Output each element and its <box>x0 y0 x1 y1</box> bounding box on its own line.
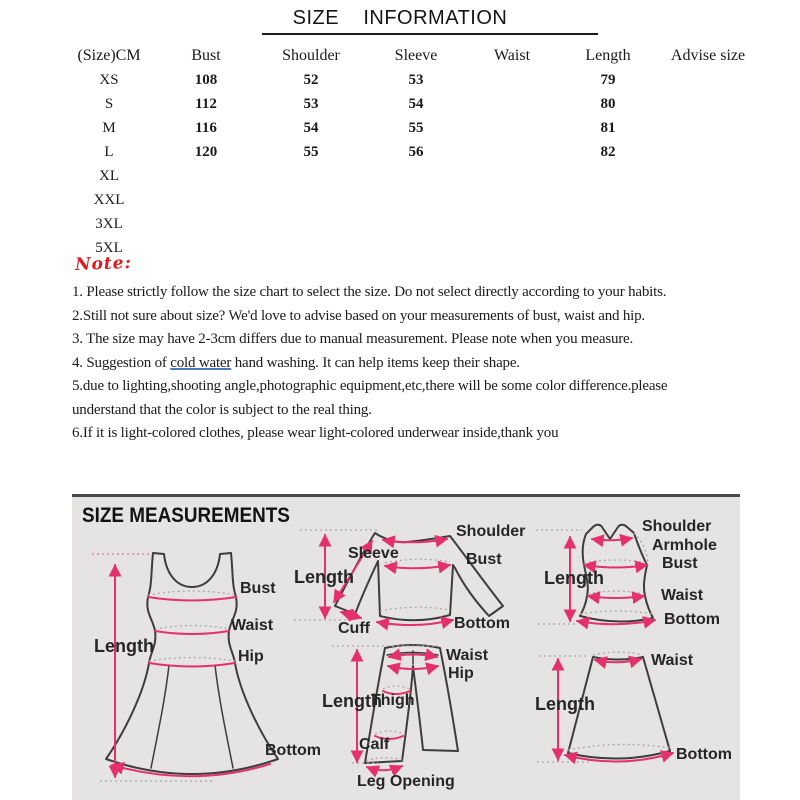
table-cell: L <box>104 144 114 160</box>
table-cell <box>254 164 368 188</box>
table-cell: 54 <box>408 96 424 112</box>
table-cell: 82 <box>600 144 616 160</box>
note-item-4 <box>72 352 764 376</box>
pants-length-label: Length <box>322 691 382 711</box>
vest-bust-label: Bust <box>662 555 698 572</box>
table-cell: 108 <box>194 72 218 88</box>
vest-diagram <box>530 511 740 636</box>
table-cell: 120 <box>194 144 218 160</box>
table-cell: XL <box>99 168 119 184</box>
table-cell <box>464 68 560 92</box>
top-sleeve-label: Sleeve <box>348 545 399 562</box>
skirt-length-label: Length <box>535 694 595 714</box>
table-cell: 3XL <box>95 216 123 232</box>
table-cell <box>560 164 656 188</box>
column-header-bust: Bust <box>191 47 221 64</box>
pants-waist-label: Waist <box>446 647 489 664</box>
table-cell <box>158 188 254 212</box>
table-cell: 5XL <box>95 240 123 256</box>
table-cell <box>656 140 760 164</box>
top-bust-label: Bust <box>466 551 502 568</box>
top-shoulder-label: Shoulder <box>456 523 526 540</box>
notes-list <box>72 281 764 446</box>
measurements-title: SIZE MEASUREMENTS <box>82 504 290 527</box>
dress-hip-label: Hip <box>238 648 264 665</box>
table-cell <box>464 116 560 140</box>
note-4-prefix: 4. Suggestion of <box>72 354 171 371</box>
table-cell <box>464 92 560 116</box>
table-cell <box>656 236 760 260</box>
vest-armhole-label: Armhole <box>652 537 717 554</box>
table-cell <box>368 236 464 260</box>
title-underline <box>262 33 598 35</box>
table-cell: XS <box>99 72 119 88</box>
column-header-shoulder: Shoulder <box>282 47 340 64</box>
pants-hip-label: Hip <box>448 665 474 682</box>
table-cell: 112 <box>195 96 217 112</box>
table-cell <box>560 236 656 260</box>
table-cell <box>368 212 464 236</box>
table-cell: 54 <box>303 120 319 136</box>
table-cell: 79 <box>600 72 616 88</box>
top-bottom-label: Bottom <box>454 615 510 632</box>
vest-bottom-label: Bottom <box>664 611 720 628</box>
table-cell <box>368 188 464 212</box>
dress-bottom-label: Bottom <box>265 742 321 759</box>
table-cell: 55 <box>408 120 424 136</box>
dress-length-label: Length <box>94 636 154 656</box>
top-diagram <box>292 508 537 643</box>
column-header-advise-size: Advise size <box>670 47 746 64</box>
table-cell <box>656 116 760 140</box>
column-header-length: Length <box>585 47 631 64</box>
table-cell: 53 <box>303 96 319 112</box>
table-cell <box>368 164 464 188</box>
note-4-suffix: hand washing. It can help items keep their shape. <box>231 354 520 371</box>
table-cell <box>656 68 760 92</box>
table-cell: 116 <box>195 120 217 136</box>
vest-length-label: Length <box>544 568 604 588</box>
vest-waist-label: Waist <box>661 587 704 604</box>
table-cell <box>254 188 368 212</box>
table-cell <box>656 188 760 212</box>
table-cell <box>464 140 560 164</box>
pants-thigh-label: Thigh <box>371 692 415 709</box>
dress-waist-label: Waist <box>231 617 274 634</box>
table-cell <box>464 236 560 260</box>
note-item-6: 6.If it is light-colored clothes, please wear light-colored underwear inside,thank you <box>72 425 559 441</box>
dress-diagram <box>92 541 322 800</box>
pants-diagram <box>310 641 525 800</box>
top-length-label: Length <box>294 567 354 587</box>
table-cell <box>254 212 368 236</box>
table-cell <box>464 188 560 212</box>
skirt-waist-label: Waist <box>651 652 694 669</box>
dress-diagram-graphic <box>92 541 322 800</box>
table-cell: S <box>104 96 114 112</box>
note-item-1: 1. Please strictly follow the size chart to select the size. Do not select directly according to your habits. <box>72 284 667 300</box>
table-cell <box>464 164 560 188</box>
column-header-waist: Waist <box>493 47 531 64</box>
table-cell <box>656 164 760 188</box>
note-item-5: 5.due to lighting,shooting angle,photographic equipment,etc,there will be some color difference.please understand that the color is subject to the real thing. <box>72 378 668 418</box>
table-cell <box>158 236 254 260</box>
column-header-size: (Size)CM <box>77 47 141 64</box>
size-table <box>60 44 760 260</box>
table-cell <box>560 212 656 236</box>
skirt-diagram <box>535 643 740 783</box>
pants-leg-opening-label: Leg Opening <box>357 773 455 790</box>
cold-water-underlined-text: cold water <box>170 354 232 371</box>
column-header-sleeve: Sleeve <box>394 47 438 64</box>
table-cell: 55 <box>303 144 319 160</box>
table-cell <box>158 164 254 188</box>
skirt-bottom-label: Bottom <box>676 746 732 763</box>
table-cell: 52 <box>303 72 319 88</box>
table-cell: 80 <box>600 96 616 112</box>
note-heading: Note: <box>74 253 133 275</box>
vest-shoulder-label: Shoulder <box>642 518 712 535</box>
note-item-2: 2.Still not sure about size? We'd love to advise based on your measurements of bust, waist and hip. <box>72 307 645 324</box>
note-item-3: 3. The size may have 2-3cm differs due to manual measurement. Please note when you measure. <box>72 331 634 347</box>
table-cell <box>158 212 254 236</box>
table-cell <box>464 212 560 236</box>
table-cell: 56 <box>408 144 424 160</box>
table-cell <box>656 212 760 236</box>
page-title: SIZE INFORMATION <box>292 7 508 29</box>
pants-calf-label: Calf <box>359 736 390 753</box>
table-cell: 81 <box>600 120 616 136</box>
table-cell <box>254 236 368 260</box>
table-cell: XXL <box>93 192 125 208</box>
table-cell: 53 <box>408 72 424 88</box>
table-cell <box>560 188 656 212</box>
top-cuff-label: Cuff <box>338 620 370 637</box>
table-cell <box>656 92 760 116</box>
table-cell: M <box>102 120 116 136</box>
dress-bust-label: Bust <box>240 580 276 597</box>
size-measurements-panel <box>72 494 740 800</box>
